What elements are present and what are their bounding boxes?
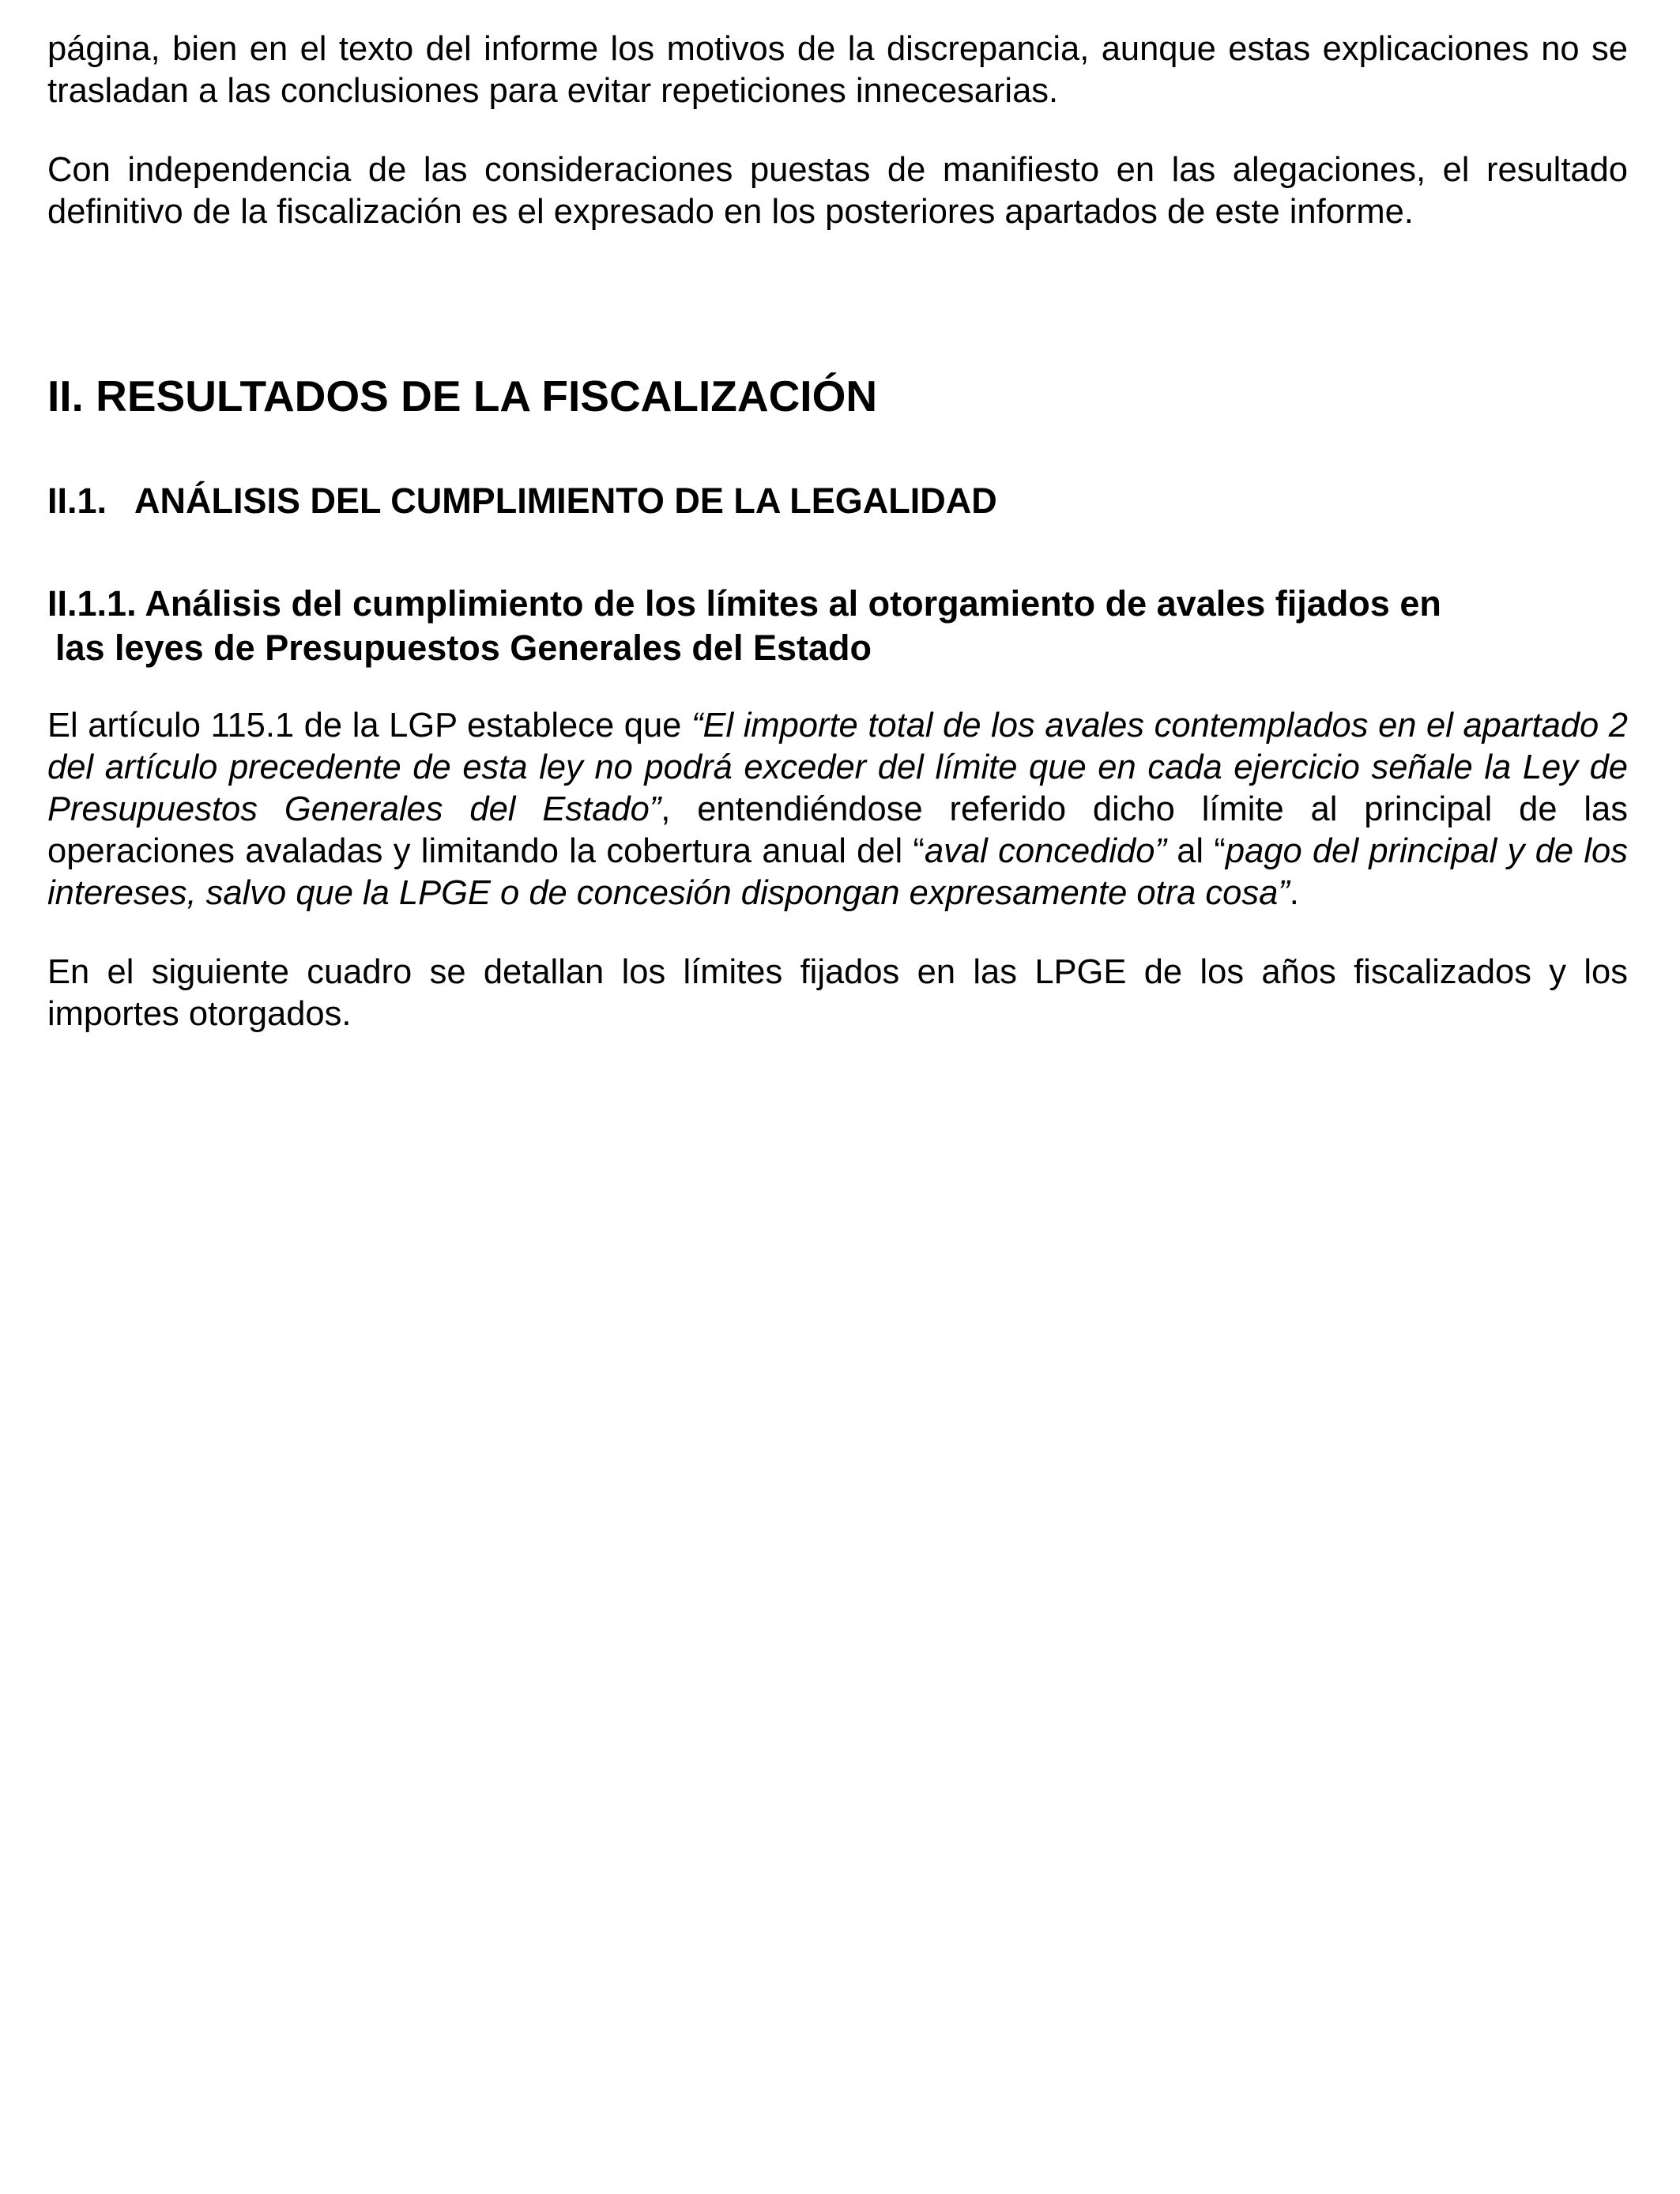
quoted-text: aval concedido” — [925, 832, 1166, 870]
subsubsection-heading — [47, 582, 1628, 670]
paragraph-text: . — [1289, 874, 1299, 912]
table-intro-paragraph: En el siguiente cuadro se detallan los límites fijados en las LPGE de los años fiscalizados y los importes otorgados. — [47, 953, 1628, 1033]
subsubsection-title-line2: las leyes de Presupuestos Generales del Estado — [55, 628, 872, 668]
section-heading: II. RESULTADOS DE LA FISCALIZACIÓN — [47, 371, 878, 420]
paragraph-text: al “ — [1166, 832, 1226, 870]
intro-paragraph-2: Con independencia de las consideraciones puestas de manifiesto en las alegaciones, el resultado definitivo de la fiscalización es el expresado en los posteriores apartados de este informe. — [47, 151, 1628, 231]
intro-paragraph-1: página, bien en el texto del informe los motivos de la discrepancia, aunque estas explicaciones no se trasladan a las conclusiones para evitar repeticiones innecesarias. — [47, 30, 1628, 110]
paragraph-text: , entendiéndose referido dicho límite al principal de las operaciones avaladas y limitando la cobertura anual del “ — [47, 790, 1628, 870]
quoted-text: pago del principal y de los intereses, salvo que la LPGE o de concesión dispongan expresamente otra cosa” — [47, 832, 1628, 912]
legal-article-paragraph — [47, 705, 1628, 914]
subsection-title: ANÁLISIS DEL CUMPLIMIENTO DE LA LEGALIDAD — [134, 481, 997, 521]
quoted-text: “El importe total de los avales contemplados en el apartado 2 del artículo precedente de esta ley no podrá exceder del límite que en cada ejercicio señale la Ley de Presupuestos Generales del Estado” — [47, 707, 1628, 828]
subsection-number: II.1. — [47, 481, 107, 521]
subsubsection-title-line1: II.1.1. Análisis del cumplimiento de los límites al otorgamiento de avales fijados en — [47, 583, 1441, 624]
document-page — [47, 28, 1628, 1035]
paragraph-text: El artículo 115.1 de la LGP establece que — [47, 707, 691, 745]
subsection-heading — [47, 479, 1628, 523]
